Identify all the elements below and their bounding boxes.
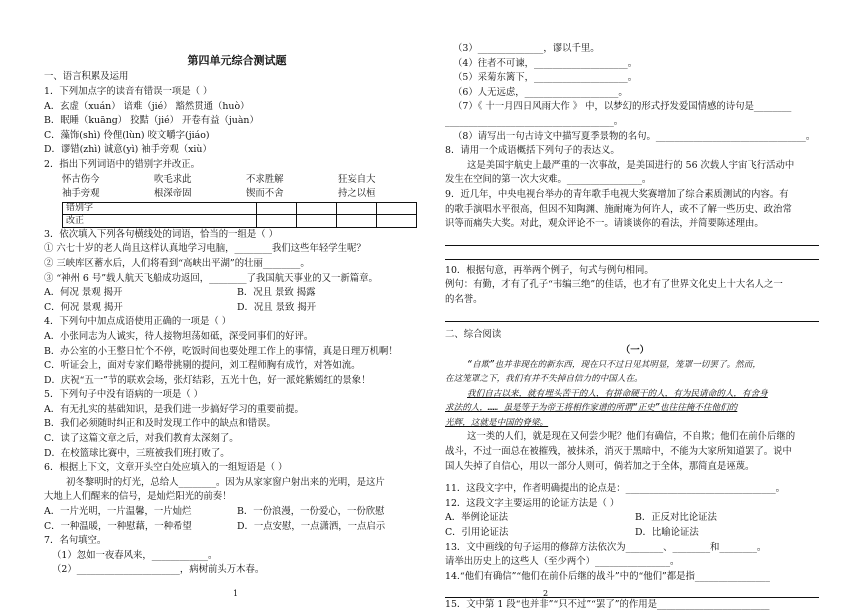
section-heading-2: 二、综合阅读 [445,328,502,340]
q7-item-3: （3）______________，谬以千里。 [453,43,600,54]
answer-cell[interactable] [377,202,417,215]
table-header-typo: 错别字 [63,202,257,215]
reading-subheading: （一） [620,344,650,356]
answer-cell[interactable] [297,202,337,215]
q6-option-b: B．一份浪漫，一份爱心，一份欣慰 [237,506,385,518]
q2-word: 锲而不舍 [246,188,284,200]
table-header-fix: 改正 [63,215,257,228]
passage-line: 这一类的人们，就是现在又何尝少呢？他们有确信，不自欺；他们在前仆后继的 [467,431,796,443]
q6-options-row-2 [44,520,430,535]
q2-stem: 2．指出下列词语中的错别字并改正。 [44,158,200,170]
q9-line-3: 识等而痛失大奖。对此，观众评论不一。请谈谈你的看法，并简要陈述理由。 [445,218,764,230]
q13-line-2: 请举出历史上的这些人（至少两个）________________。 [445,556,680,568]
q5-option-a: A．有无扎实的基础知识，是我们进一步搞好学习的重要前提。 [44,403,304,415]
q7-item-7-continued: ____________________________________。 [445,115,624,127]
q3-options-row-2 [44,301,430,316]
q12-options-row-1 [445,511,825,526]
q14: 14.“他们有确信”“他们在前仆后继的战斗”中的“他们”都是指________________ [445,570,770,582]
q2-word: 持之以桓 [338,188,376,200]
q7-item-6: （6）人无远虑，____________________。 [453,86,628,98]
section-heading-1: 一、语言积累及运用 [44,71,129,82]
q4-stem: 4．下列句中加点成语使用正确的一项是（ ） [44,316,232,328]
q6-option-d: D．一点安慰，一点潇洒，一点启示 [237,520,386,532]
q2-word: 吹毛求此 [154,173,192,185]
q8-stem: 8．请用一个成语概括下列句子的表达义。 [445,145,620,157]
q9-line-1: 9．近几年，中央电视台举办的青年歌手电视大奖赛增加了综合素质测试的内容。有 [445,188,789,200]
q9-answer-line[interactable] [445,232,819,246]
q12-option-b: B．正反对比论证法 [635,512,717,524]
q15: 15．文中第 1 段“也并非”“只不过”“罢了”的作用是________________________ [445,599,770,611]
q13-line-1: 13．文中画线的句子运用的修辞方法依次为________、________和________。 [445,541,767,553]
answer-cell[interactable] [337,202,377,215]
q7-item-2: （2）______________________，病树前头万木春。 [52,564,265,576]
q4-option-b: B．办公室的小王整日忙个不停，吃饭时间也要处理工作上的事情，真是日理万机啊！ [44,345,398,357]
q3-stem: 3．依次填入下列各句横线处的词语，恰当的一组是（ ） [44,228,278,240]
passage-line: 国人失掉了自信心，用以一部分人则可，倘若加之于全体，那简直是诬蔑。 [445,460,755,472]
q14-answer-line[interactable] [445,584,819,598]
essay-line-underlined: 求法的人，…… 虽是等于为帝王将相作家谱的所谓“正史”也往往掩不住他们的 [445,403,738,414]
q7-item-8: （8）请写出一句古诗文中描写夏季景物的名句。________________________________。 [453,130,816,142]
q10-answer-line[interactable] [445,308,819,322]
q1-option-a: A．玄虚（xuán） 谙难（jié） 豁然贯通（huò） [44,100,250,112]
q9-line-2: 的歌手演唱水平很高，但因不知陶渊、施耐庵为何许人，或不了解一些历史、政治常 [445,203,792,215]
essay-line: “自欺”也并非现在的新东西，现在只不过日见其明显，笼罩一切罢了。然而， [467,359,761,370]
answer-cell[interactable] [297,215,337,228]
q3-options-row-1 [44,286,430,301]
q10-stem: 10．根据句意，再举两个例子，句式与例句相同。 [445,264,654,276]
q12-option-c: C．引用论证法 [445,527,509,539]
q4-option-d: D．庆祝“五一”节的联欢会场，张灯结彩，五光十色，好一派姹紫嫣红的景象！ [44,374,371,386]
q10-example-line-2: 的名誉。 [445,293,483,305]
answer-cell[interactable] [257,215,297,228]
q2-word: 狂妄自大 [338,173,376,185]
q3-option-b: B．况且 景致 揭露 [237,287,316,299]
q7-item-7: （7）《 十一月四日风雨大作 》 中，以梦幻的形式抒发爱国情感的诗句是________ [453,101,792,113]
essay-line-underlined: 光辉，这就是中国的脊梁。 [445,417,549,428]
q8-text-line-2: 发生在空间的第一次大灾难。________________。 [445,174,652,186]
answer-cell[interactable] [337,215,377,228]
q12-stem: 12．这段文字主要运用的论证方法是（ ） [445,497,620,509]
q7-item-1: （1）忽如一夜春风来，____________。 [52,549,218,561]
q6-option-c: C．一种温暖，一种慰藉，一种希望 [44,520,192,532]
q6-option-a: A．一片光明，一片温馨，一片灿烂 [44,506,192,518]
q1-option-c: C．藻饰(shì) 伶俚(lùn) 咬文嚼字(jiáo) [44,129,210,141]
q5-option-b: B．我们必须随时纠正和及时发现工作中的缺点和错误。 [44,418,276,430]
essay-line: 在这笼罩之下，我们有并不失掉自信力的中国人在。 [445,374,643,385]
q1-stem: 1．下列加点字的读音有错误一项是（ ） [44,86,213,97]
q12-option-d: D．比喻论证法 [635,527,699,539]
q6-text-line-2: 大地上人们醒来的信号，是灿烂阳光的前奏！ [44,491,232,503]
q4-option-c: C．听证会上，面对专家们略带挑剔的提问，刘工程师胸有成竹，对答如流。 [44,360,361,372]
answer-cell[interactable] [257,202,297,215]
answer-cell[interactable] [377,215,417,228]
q1-option-d: D．谬错(zhì) 诚意(yì) 袖手旁观（xiù） [44,144,212,156]
q2-word: 根深帝固 [154,188,192,200]
q12-options-row-2 [445,526,825,541]
q8-text-line-1: 这是美国宇航史上最严重的一次事故，是美国进行的 56 次载人宇宙飞行活动中 [467,159,795,171]
left-page [44,0,430,607]
q2-word-list [44,173,430,202]
q7-stem: 7．名句填空。 [44,535,107,547]
q1-option-b: B．眠睡（kuāng） 狡黠（jié） 开卷有益（juàn） [44,115,259,127]
q6-text-line-1: 初冬黎明时的灯光，总给人________。因为从家家窗户射出来的光明，是这片 [66,476,385,488]
q5-option-d: D．在校篮球比赛中，三班被我们班打败了。 [44,447,230,459]
q9-answer-line[interactable] [445,246,819,260]
page-number-left: 1 [233,589,239,598]
q10-example-line-1: 例句：有勤，才有了孔子“韦编三绝”的佳话，也才有了世界文化史上十大名人之一 [445,279,783,291]
passage-line: 战斗，不过一面总在被摧残，被抹杀，消灭于黑暗中，不能为大家所知道罢了。说中 [445,446,792,458]
page-number-right: 2 [543,589,549,598]
q7-item-5: （5）采菊东篱下，____________________。 [453,72,638,84]
q3-item-3: ③ “神州 6 号”载人航天飞船成功返回，________了我国航天事业的又一新篇章。 [44,272,378,284]
q7-item-4: （4）往者不可谏，____________________。 [453,57,638,69]
q2-word: 怀古伤今 [62,173,100,185]
q3-option-d: D．况且 景致 揭开 [237,301,317,313]
q5-stem: 5．下列句子中没有语病的一项是（ ） [44,389,203,401]
q5-option-c: C．读了这篇文章之后，对我们教育太深刻了。 [44,433,239,445]
q2-word: 袖手旁观 [62,188,100,200]
q2-word: 不求胜解 [246,173,284,185]
q3-item-2: ② 三峡库区蓄水后，人们将看到“高峡出平湖”的壮丽________。 [44,257,310,269]
q6-options-row-1 [44,505,430,520]
page-title: 第四单元综合测试题 [187,54,287,67]
q12-option-a: A．举例论证法 [445,512,509,524]
q2-answer-table [62,202,417,228]
q3-item-1: ① 六七十岁的老人尚且这样认真地学习电脑，________我们这些年轻学生呢？ [44,243,366,255]
q3-option-a: A．何况 景观 揭开 [44,287,123,299]
q6-stem: 6．根据上下文，文章开头空白处应填入的一组短语是（ ） [44,462,288,474]
q4-option-a: A．小张同志为人诚实，待人接物坦荡如砥，深受同事们的好评。 [44,330,314,342]
q3-option-c: C．何况 景观 揭开 [44,301,123,313]
q11: 11．这段文字中，作者明确提出的论点是：________________________________。 [445,483,786,495]
essay-line-underlined: 我们自古以来，就有埋头苦干的人，有拼命硬干的人，有为民请命的人，有舍身 [467,388,768,399]
right-page [445,0,825,611]
